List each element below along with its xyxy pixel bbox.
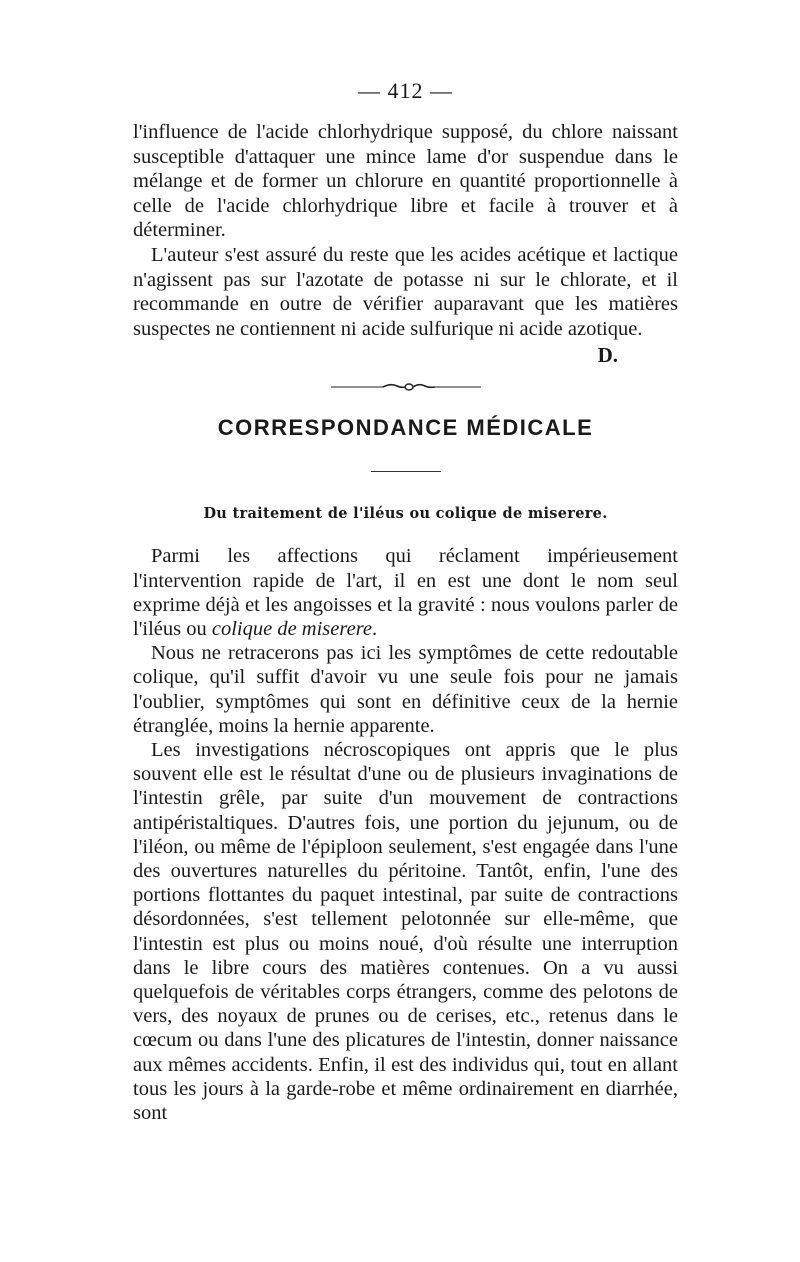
body-paragraph-1 (133, 544, 678, 641)
page-number: — 412 — (358, 78, 453, 103)
intro-paragraph-2: L'auteur s'est assuré du reste que les acides acétique et lactique n'agissent pas sur l'azotate de potasse ni sur le chlorate, et il recommande en outre de vérifier auparavant que les matières suspectes ne contiennent ni acide sulfurique ni acide azotique. (133, 243, 678, 340)
title-rule-divider (371, 471, 441, 472)
author-signature: D. (597, 343, 618, 368)
body-paragraph-1-text: Parmi les affections qui réclament impérieusement l'intervention rapide de l'art, il en est une dont le nom seul exprime déjà et les angoisses et la gravité : nous voulons parler de l'iléus ou (133, 545, 678, 640)
article-title: Du traitement de l'iléus ou colique de miserere. (203, 505, 608, 523)
ornament-divider-icon (331, 381, 481, 393)
body-paragraph-3: Les investigations nécroscopiques ont appris que le plus souvent elle est le résultat d'une ou de plusieurs invaginations de l'intestin grêle, par suite d'un mouvement de contractions antipéristaltiques. D'autres fois, une portion du jejunum, ou de l'iléon, ou même de l'épiploon seulement, s'est engagée dans l'une des ouvertures naturelles du péritoine. Tantôt, enfin, l'une des portions flottantes du paquet intestinal, par suite de contractions désordonnées, s'est tellement pelotonnée sur elle-même, que l'intestin est plus ou moins noué, d'où résulte une interruption dans le libre cours des matières contenues. On a vu aussi quelquefois de véritables corps étrangers, comme des pelotons de vers, des noyaux de prunes ou de cerises, etc., retenus dans le cœcum ou dans l'une des plicatures de l'intestin, donner naissance aux mêmes accidents. Enfin, il est des individus qui, tout en allant tous les jours à la garde-robe et même ordinairement en diarrhée, sont (133, 738, 678, 1125)
section-title: CORRESPONDANCE MÉDICALE (217, 415, 594, 441)
intro-paragraph-1: l'influence de l'acide chlorhydrique supposé, du chlore naissant susceptible d'attaquer une mince lame d'or suspendue dans le mélange et de former un chlorure en quantité proportionnelle à celle de l'acide chlorhydrique libre et facile à trouver et à déterminer. (133, 121, 678, 242)
body-paragraph-2: Nous ne retracerons pas ici les symptômes de cette redoutable colique, qu'il suffit d'avoir vu une seule fois pour ne jamais l'oublier, symptômes qui sont en définitive ceux de la hernie étranglée, moins la hernie apparente. (133, 642, 678, 737)
body-paragraph-1-end: . (372, 617, 378, 640)
body-paragraph-1-italic: colique de miserere (211, 617, 373, 640)
article-body (133, 544, 678, 1125)
